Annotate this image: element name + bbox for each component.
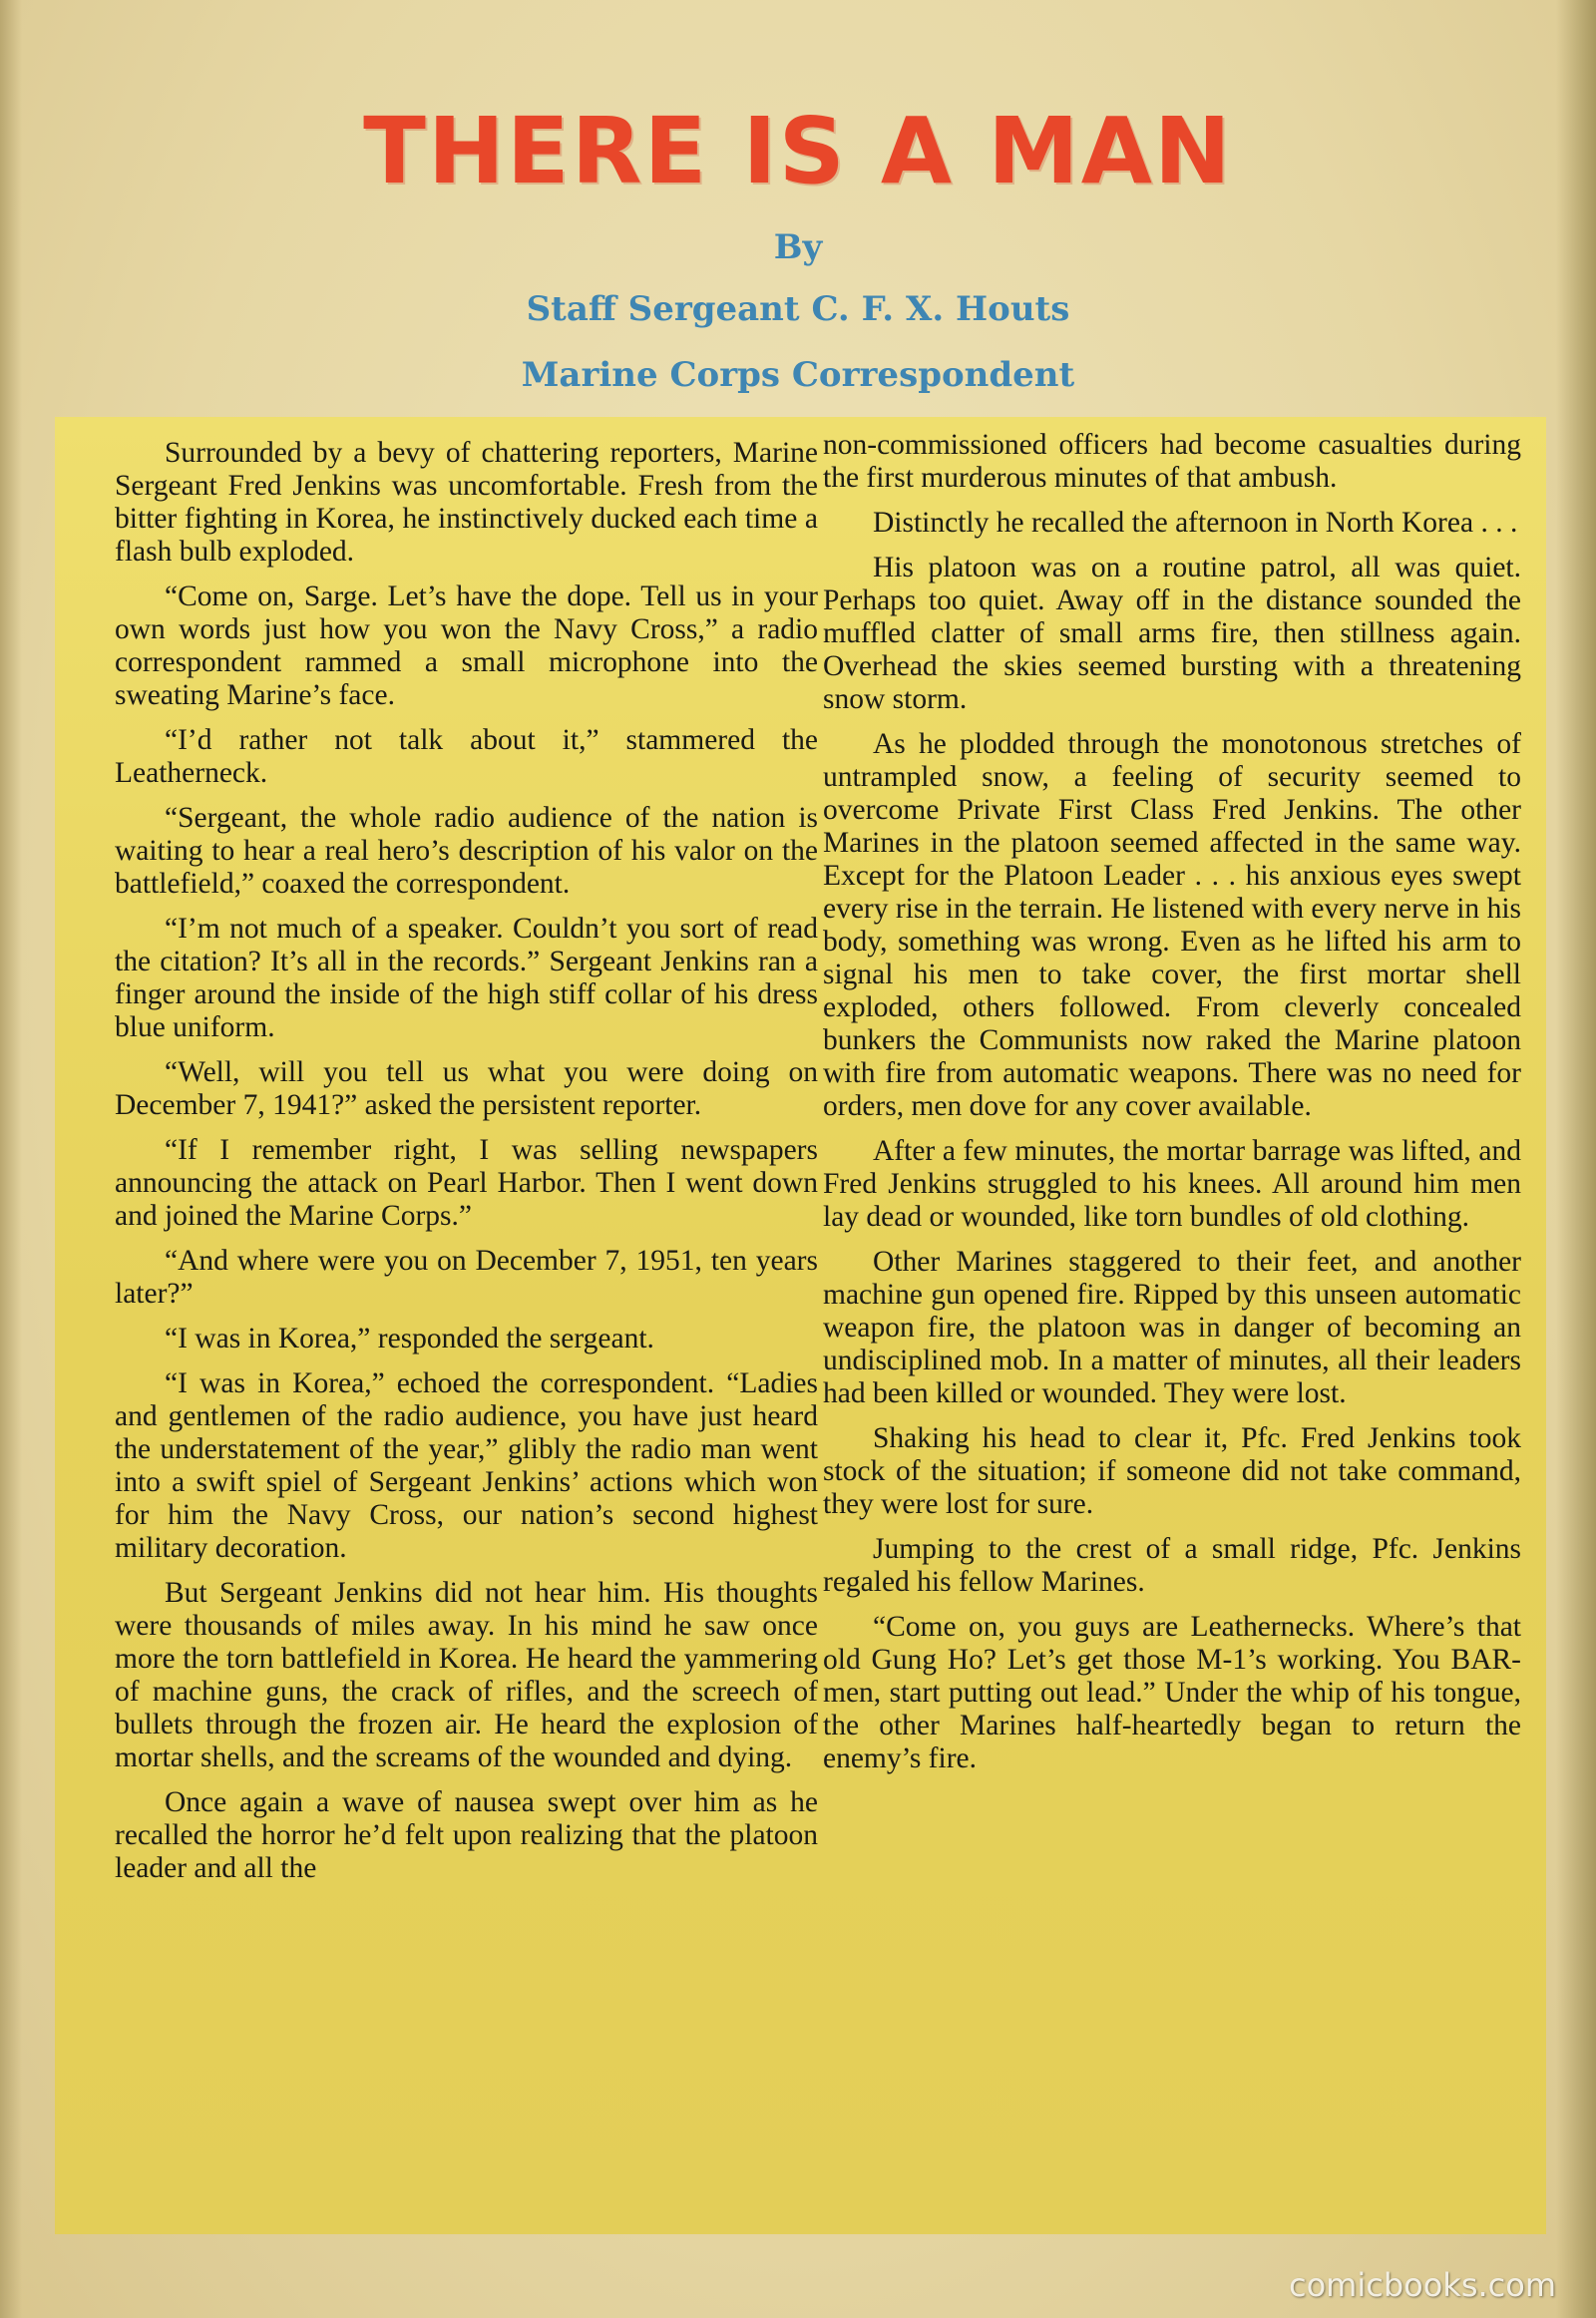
paragraph: His platoon was on a routine patrol, all was quiet. Perhaps too quiet. Away off in the distance sounded the muffled clatter of small arms fire, then stillness again. Overhead the skies seemed bursting with a threatening snow storm. xyxy=(823,552,1521,715)
paragraph: “I’d rather not talk about it,” stammered the Leatherneck. xyxy=(115,724,818,789)
paragraph: “I was in Korea,” responded the sergeant. xyxy=(165,1323,654,1354)
paragraph: Shaking his head to clear it, Pfc. Fred Jenkins took stock of the situation; if someone did not take command, they were lost for sure. xyxy=(823,1422,1521,1520)
left-column xyxy=(115,437,818,1897)
author-affiliation: Marine Corps Correspondent xyxy=(521,355,1075,395)
site-watermark: comicbooks.com xyxy=(1288,2266,1556,2304)
paragraph: After a few minutes, the mortar barrage was lifted, and Fred Jenkins struggled to his knees. All around him men lay dead or wounded, like torn bundles of old clothing. xyxy=(823,1135,1521,1233)
paragraph: Jumping to the crest of a small ridge, Pfc. Jenkins regaled his fellow Marines. xyxy=(823,1533,1521,1598)
page-edge-shadow-right xyxy=(1556,0,1596,2318)
paragraph: Once again a wave of nausea swept over him as he recalled the horror he’d felt upon realizing that the platoon leader and all the xyxy=(115,1786,818,1884)
paragraph: Surrounded by a bevy of chattering reporters, Marine Sergeant Fred Jenkins was uncomfortable. Fresh from the bitter fighting in Korea, he instinctively ducked each time a flash bulb exploded. xyxy=(115,437,818,568)
byline-by: By xyxy=(773,227,823,267)
paragraph: “If I remember right, I was selling newspapers announcing the attack on Pearl Harbor. Then I went down and joined the Marine Corps.” xyxy=(115,1134,818,1232)
page-edge-shadow-left xyxy=(0,0,22,2318)
paragraph: But Sergeant Jenkins did not hear him. His thoughts were thousands of miles away. In his mind he saw once more the torn battlefield in Korea. He heard the yammering of machine guns, the crack of rifles, and the screech of bullets through the frozen air. He heard the explosion of mortar shells, and the screams of the wounded and dying. xyxy=(115,1577,818,1773)
article-body xyxy=(55,417,1546,2234)
paragraph: “Come on, you guys are Leathernecks. Where’s that old Gung Ho? Let’s get those M-1’s working. You BAR-men, start putting out lead.” Under the whip of his tongue, the other Marines half-heartedly began to return the enemy’s fire. xyxy=(823,1611,1521,1774)
paragraph-continuation: non-commissioned officers had become casualties during the first murderous minutes of that ambush. xyxy=(823,429,1521,494)
story-title: THERE IS A MAN xyxy=(363,98,1233,204)
right-column xyxy=(823,429,1521,1787)
paragraph: “Come on, Sarge. Let’s have the dope. Tell us in your own words just how you won the Navy Cross,” a radio correspondent rammed a small microphone into the sweating Marine’s face. xyxy=(115,580,818,711)
paragraph: “Well, will you tell us what you were doing on December 7, 1941?” asked the persistent reporter. xyxy=(115,1056,818,1121)
paragraph: “I’m not much of a speaker. Couldn’t you sort of read the citation? It’s all in the records.” Sergeant Jenkins ran a finger around the inside of the high stiff collar of his dress blue uniform. xyxy=(115,913,818,1043)
paragraph: Distinctly he recalled the afternoon in North Korea . . . xyxy=(873,507,1518,539)
author-name: Staff Sergeant C. F. X. Houts xyxy=(526,289,1070,329)
paragraph: “I was in Korea,” echoed the correspondent. “Ladies and gentlemen of the radio audience, you have just heard the understatement of the year,” glibly the radio man went into a swift spiel of Sergeant Jenkins’ actions which won for him the Navy Cross, our nation’s second highest military decoration. xyxy=(115,1367,818,1564)
paragraph: As he plodded through the monotonous stretches of untrampled snow, a feeling of security seemed to overcome Private First Class Fred Jenkins. The other Marines in the platoon seemed affected in the same way. Except for the Platoon Leader . . . his anxious eyes swept every rise in the terrain. He listened with every nerve in his body, something was wrong. Even as he lifted his arm to signal his men to take cover, the first mortar shell exploded, others followed. From cleverly concealed bunkers the Communists now raked the Marine platoon with fire from automatic weapons. There was no need for orders, men dove for any cover available. xyxy=(823,728,1521,1122)
paragraph: “And where were you on December 7, 1951, ten years later?” xyxy=(115,1245,818,1310)
paragraph: Other Marines staggered to their feet, and another machine gun opened fire. Ripped by this unseen automatic weapon fire, the platoon was in danger of becoming an undisciplined mob. In a matter of minutes, all their leaders had been killed or wounded. They were lost. xyxy=(823,1246,1521,1409)
paragraph: “Sergeant, the whole radio audience of the nation is waiting to hear a real hero’s description of his valor on the battlefield,” coaxed the correspondent. xyxy=(115,802,818,900)
